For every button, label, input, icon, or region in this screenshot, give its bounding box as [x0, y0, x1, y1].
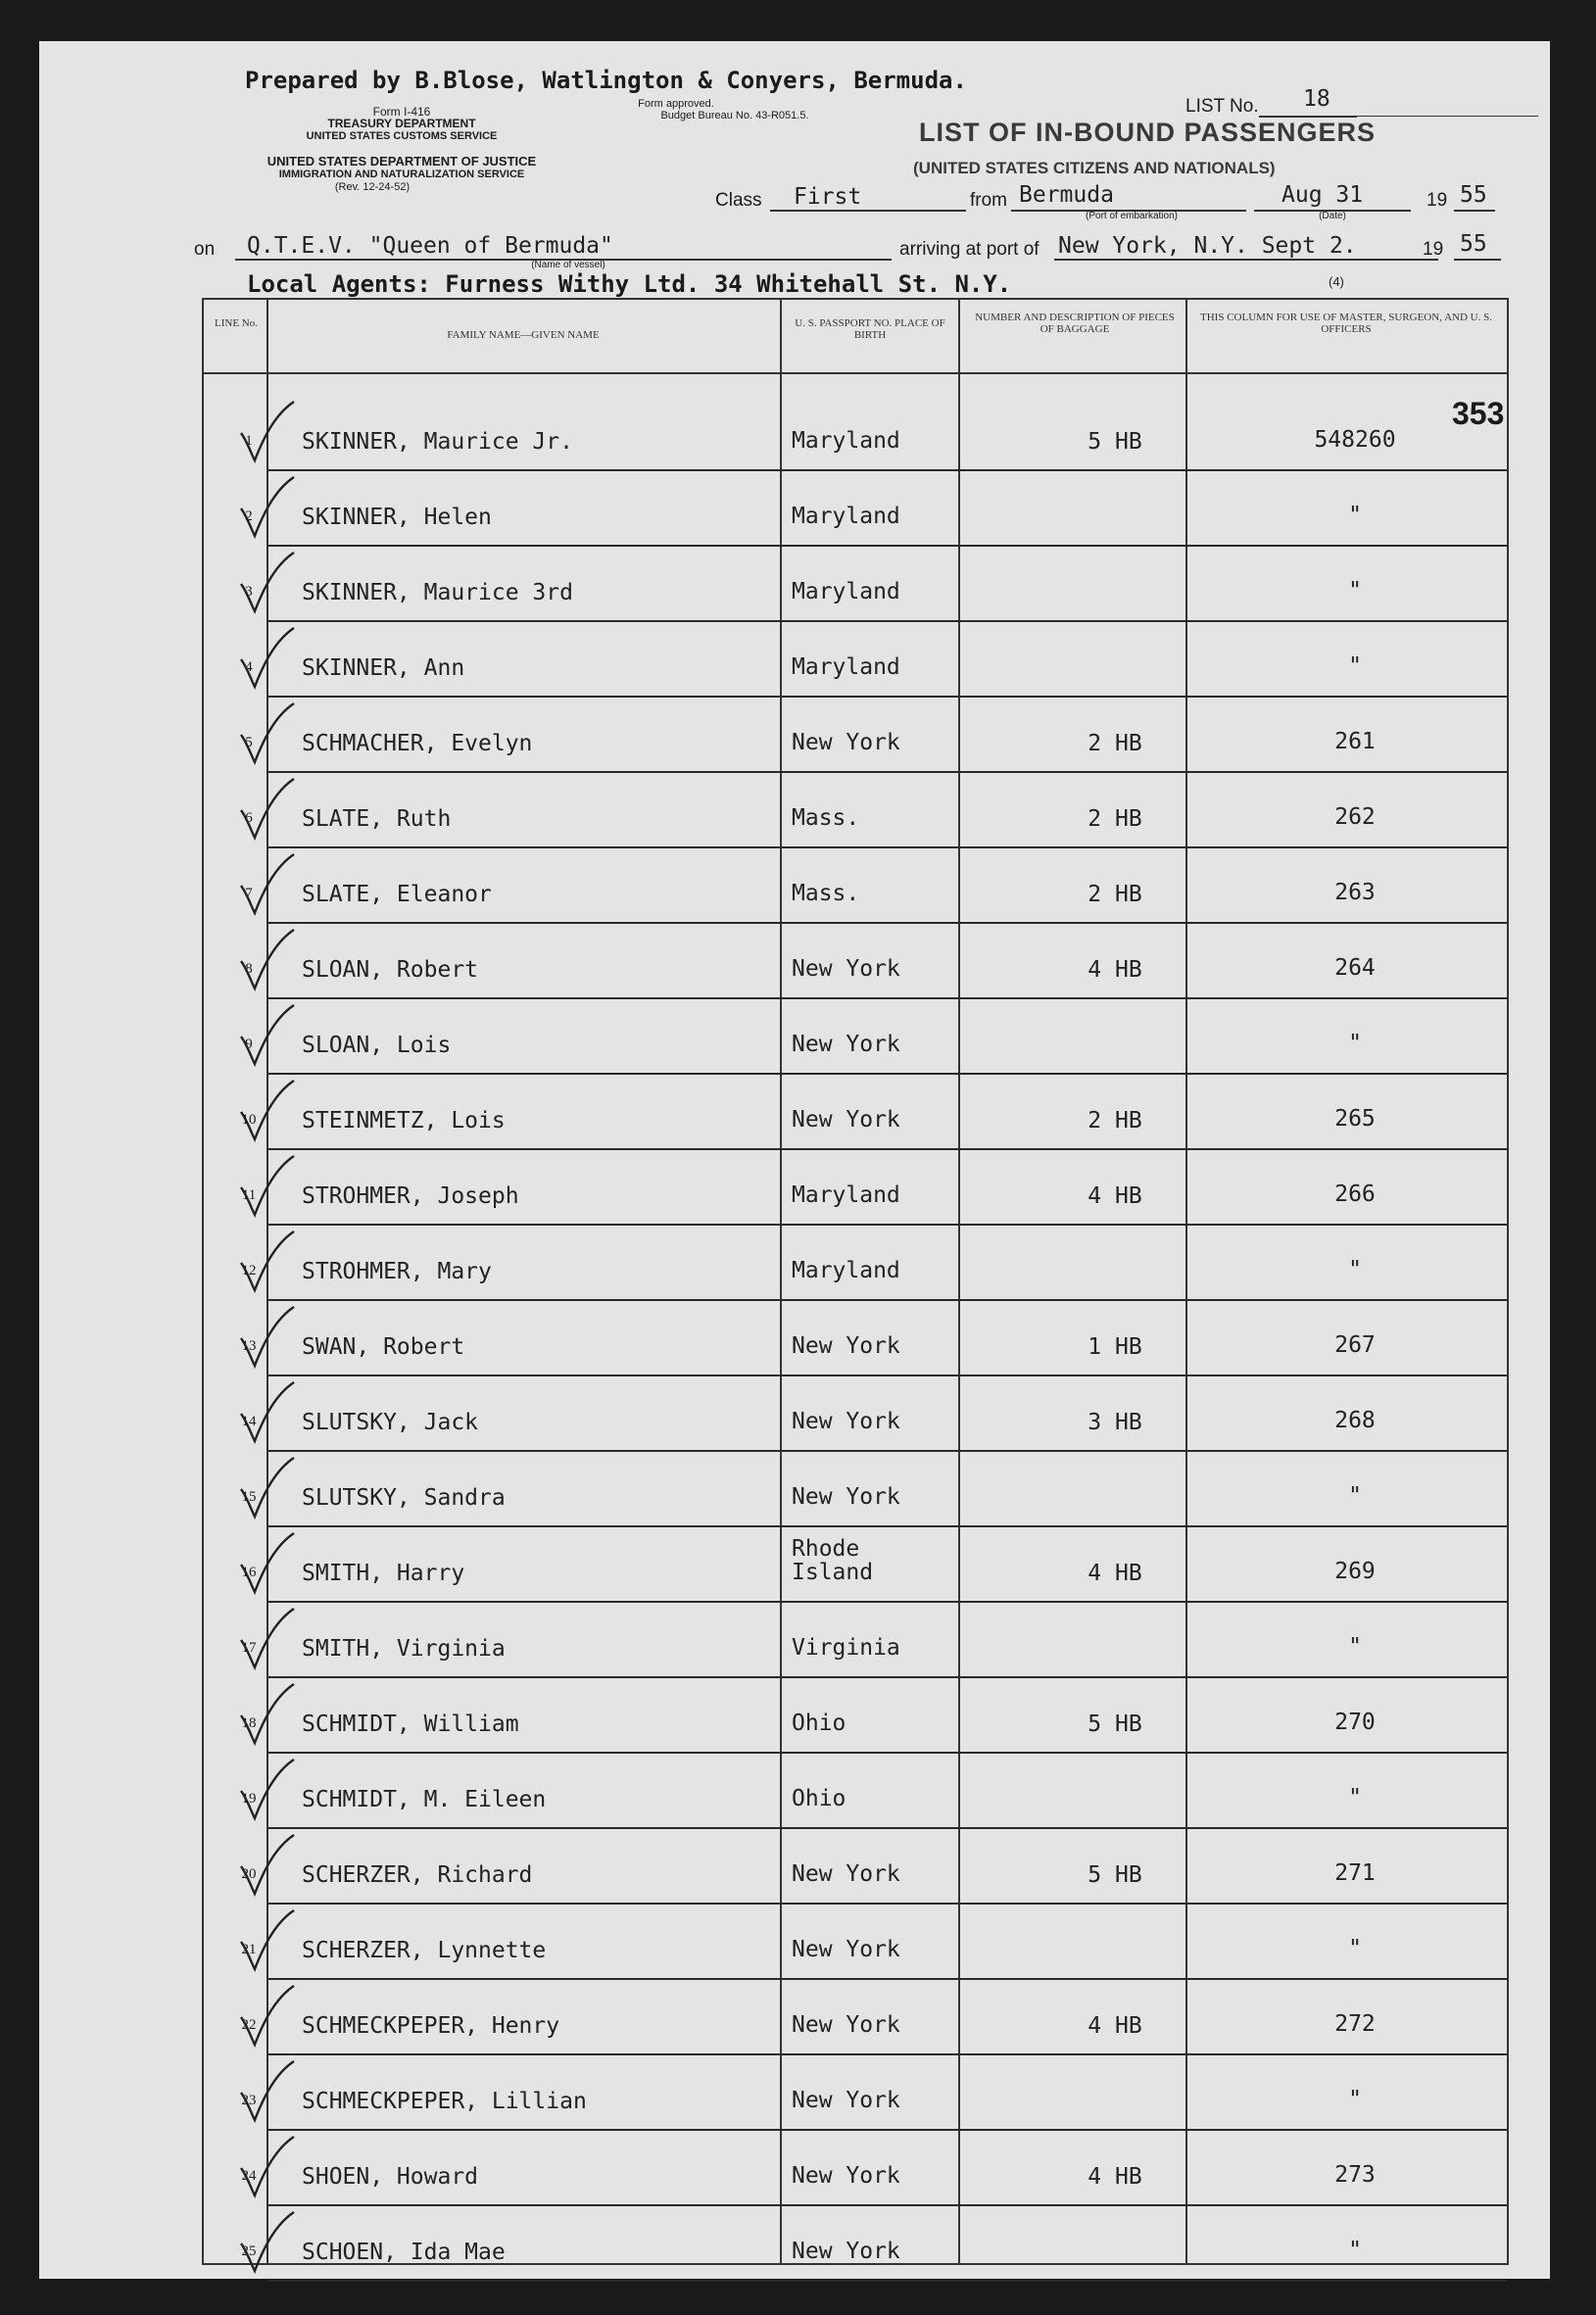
checkmark-icon: [237, 852, 296, 921]
table-row: [204, 1376, 1507, 1452]
officer-number: 264: [1334, 955, 1376, 981]
list-title: LIST OF IN-BOUND PASSENGERS: [919, 118, 1377, 147]
checkmark-icon: [237, 626, 296, 695]
passenger-table: [202, 298, 1509, 2265]
officer-number: ": [1348, 1634, 1362, 1660]
line-number: 25: [241, 2243, 257, 2259]
line-number: 17: [241, 1640, 257, 1656]
embarkation-caption: (Port of embarkation): [1086, 211, 1178, 221]
officer-number: ": [1348, 653, 1362, 679]
baggage-count: 5 HB: [1088, 429, 1142, 455]
passenger-name: SMITH, Virginia: [302, 1636, 506, 1662]
table-row: [204, 396, 1507, 471]
table-row: [204, 1301, 1507, 1376]
passenger-name: SLOAN, Robert: [302, 957, 479, 983]
table-row: [204, 1754, 1507, 1829]
from-value: Bermuda: [1019, 182, 1114, 208]
line-number: 9: [245, 1037, 253, 1052]
passenger-name: SCHMECKPEPER, Lillian: [302, 2089, 587, 2114]
line-number: 6: [245, 810, 253, 826]
officer-number: 267: [1334, 1332, 1376, 1358]
place-of-birth: Ohio: [792, 1786, 846, 1811]
passenger-name: SCHOEN, Ida Mae: [302, 2240, 506, 2265]
year-suffix: 55: [1460, 182, 1487, 208]
officer-number: 265: [1334, 1106, 1376, 1132]
baggage-count: 1 HB: [1088, 1334, 1142, 1360]
checkmark-icon: [237, 1984, 296, 2052]
line-number: 20: [241, 1866, 257, 1882]
line-number: 19: [241, 1791, 257, 1807]
col-header-officers: THIS COLUMN FOR USE OF MASTER, SURGEON, AND U. S. OFFICERS: [1200, 312, 1492, 335]
place-of-birth: Ohio: [792, 1711, 846, 1736]
checkmark-icon: [237, 1305, 296, 1374]
officer-number: 272: [1334, 2011, 1376, 2037]
customs-service: UNITED STATES CUSTOMS SERVICE: [306, 130, 498, 142]
table-row: [204, 2131, 1507, 2206]
column-mark: (4): [1329, 274, 1344, 289]
officer-number: 269: [1334, 1559, 1376, 1584]
place-of-birth: New York: [792, 956, 900, 982]
officer-number: ": [1348, 503, 1362, 528]
passenger-name: STEINMETZ, Lois: [302, 1108, 506, 1133]
date-caption: (Date): [1319, 211, 1346, 221]
baggage-count: 2 HB: [1088, 882, 1142, 907]
baggage-count: 5 HB: [1088, 1712, 1142, 1737]
passenger-name: SCHERZER, Richard: [302, 1862, 533, 1888]
table-row: [204, 2055, 1507, 2131]
passenger-name: SKINNER, Maurice Jr.: [302, 429, 573, 455]
passenger-name: SCHMIDT, William: [302, 1712, 519, 1737]
form-number: Form I-416: [372, 105, 431, 119]
table-row: [204, 622, 1507, 698]
revision: (Rev. 12-24-52): [334, 181, 411, 193]
line-number: 16: [241, 1565, 257, 1580]
officer-number: 263: [1334, 880, 1376, 905]
table-row: [204, 1150, 1507, 1226]
checkmark-icon: [237, 1380, 296, 1449]
local-agents: Local Agents: Furness Withy Ltd. 34 Whitehall St. N.Y.: [247, 270, 1012, 298]
line-number: 7: [245, 886, 253, 901]
line-number: 10: [241, 1112, 257, 1128]
checkmark-icon: [237, 1456, 296, 1524]
baggage-count: 2 HB: [1088, 806, 1142, 832]
passenger-name: SLATE, Eleanor: [302, 882, 492, 907]
place-of-birth: New York: [792, 2163, 900, 2189]
passenger-name: SLOAN, Lois: [302, 1033, 452, 1058]
checkmark-icon: [237, 2135, 296, 2203]
manifest-page: [39, 41, 1550, 2279]
line-number: 24: [241, 2168, 257, 2184]
place-of-birth: Mass.: [792, 881, 860, 906]
list-no-label: LIST No.: [1185, 96, 1259, 117]
ins-service: IMMIGRATION AND NATURALIZATION SERVICE: [278, 169, 525, 180]
passenger-name: SKINNER, Maurice 3rd: [302, 580, 573, 605]
place-of-birth: Maryland: [792, 428, 900, 454]
baggage-count: 4 HB: [1088, 2164, 1142, 2190]
table-row: [204, 773, 1507, 848]
checkmark-icon: [237, 1758, 296, 1826]
vessel-name: Q.T.E.V. "Queen of Bermuda": [247, 233, 613, 259]
officer-number: ": [1348, 578, 1362, 603]
checkmark-icon: [237, 1908, 296, 1977]
passenger-name: SCHMIDT, M. Eileen: [302, 1787, 547, 1812]
passenger-name: SKINNER, Ann: [302, 655, 465, 681]
officer-number: ": [1348, 1031, 1362, 1056]
place-of-birth: Maryland: [792, 504, 900, 529]
line-number: 12: [241, 1263, 257, 1278]
line-number: 18: [241, 1715, 257, 1731]
table-row: [204, 1452, 1507, 1527]
line-number: 2: [245, 508, 253, 524]
col-header-name: FAMILY NAME—GIVEN NAME: [447, 329, 600, 341]
place-of-birth: New York: [792, 1409, 900, 1434]
officer-number: 271: [1334, 1860, 1376, 1886]
table-row: [204, 1829, 1507, 1905]
officer-number: 270: [1334, 1710, 1376, 1735]
officer-number: 262: [1334, 804, 1376, 830]
baggage-count: 4 HB: [1088, 2013, 1142, 2039]
arrival-port: New York, N.Y. Sept 2.: [1058, 233, 1357, 259]
baggage-count: 3 HB: [1088, 1410, 1142, 1435]
baggage-count: 4 HB: [1088, 957, 1142, 983]
baggage-count: 4 HB: [1088, 1183, 1142, 1209]
line-number: 21: [241, 1942, 257, 1957]
checkmark-icon: [237, 551, 296, 619]
place-of-birth: New York: [792, 1333, 900, 1359]
passenger-name: STROHMER, Joseph: [302, 1183, 519, 1209]
line-number: 15: [241, 1489, 257, 1505]
checkmark-icon: [237, 1833, 296, 1902]
officer-number: ": [1348, 1257, 1362, 1282]
line-number: 4: [245, 659, 253, 675]
table-row: [204, 999, 1507, 1075]
checkmark-icon: [237, 1230, 296, 1298]
prepared-by: Prepared by B.Blose, Watlington & Conyers, Bermuda.: [245, 67, 967, 94]
table-row: [204, 1226, 1507, 1301]
baggage-count: 2 HB: [1088, 731, 1142, 756]
class-label: Class: [715, 190, 762, 211]
form-approved: Form approved.: [638, 98, 714, 110]
baggage-count: 5 HB: [1088, 1862, 1142, 1888]
table-row: [204, 1527, 1507, 1603]
place-of-birth: Maryland: [792, 1182, 900, 1208]
checkmark-icon: [237, 400, 296, 468]
line-number: 5: [245, 735, 253, 750]
checkmark-icon: [237, 1607, 296, 1675]
table-row: [204, 698, 1507, 773]
arrival-year-prefix: 19: [1423, 239, 1444, 260]
place-of-birth: Maryland: [792, 579, 900, 604]
passenger-name: SCHERZER, Lynnette: [302, 1938, 547, 1963]
officer-number: 261: [1334, 729, 1376, 754]
officer-number: 548260: [1314, 427, 1396, 453]
table-row: [204, 1603, 1507, 1678]
place-of-birth: Mass.: [792, 805, 860, 831]
departure-date: Aug 31: [1282, 182, 1364, 208]
checkmark-icon: [237, 928, 296, 996]
line-number: 11: [241, 1187, 257, 1203]
checkmark-icon: [237, 2059, 296, 2128]
officer-number: 266: [1334, 1182, 1376, 1207]
table-row: [204, 1678, 1507, 1754]
col-header-baggage: NUMBER AND DESCRIPTION OF PIECES OF BAGGAGE: [975, 312, 1175, 335]
place-of-birth: New York: [792, 730, 900, 755]
page-number: 353: [1452, 396, 1505, 431]
place-of-birth: Maryland: [792, 654, 900, 680]
checkmark-icon: [237, 1079, 296, 1147]
checkmark-icon: [237, 1003, 296, 1072]
line-number: 3: [245, 584, 253, 600]
place-of-birth: New York: [792, 2239, 900, 2264]
passenger-name: SCHMACHER, Evelyn: [302, 731, 533, 756]
arrival-year-suffix: 55: [1460, 231, 1487, 257]
passenger-name: SLUTSKY, Jack: [302, 1410, 479, 1435]
officer-number: ": [1348, 2238, 1362, 2263]
checkmark-icon: [237, 2210, 296, 2279]
table-row: [204, 1905, 1507, 1980]
passenger-name: SCHMECKPEPER, Henry: [302, 2013, 560, 2039]
passenger-name: SHOEN, Howard: [302, 2164, 479, 2190]
justice-dept: UNITED STATES DEPARTMENT OF JUSTICE: [266, 154, 537, 169]
year-prefix: 19: [1427, 190, 1448, 211]
class-value: First: [794, 184, 862, 210]
line-number: 13: [241, 1338, 257, 1354]
table-row: [204, 1980, 1507, 2055]
vessel-caption: (Name of vessel): [531, 260, 605, 270]
line-number: 8: [245, 961, 253, 977]
passenger-name: SLATE, Ruth: [302, 806, 452, 832]
checkmark-icon: [237, 701, 296, 770]
table-row: [204, 848, 1507, 924]
officer-number: ": [1348, 1785, 1362, 1810]
passenger-name: STROHMER, Mary: [302, 1259, 492, 1284]
col-header-line: LINE No.: [215, 317, 258, 329]
passenger-name: SLUTSKY, Sandra: [302, 1485, 506, 1511]
table-row: [204, 471, 1507, 547]
passenger-name: SWAN, Robert: [302, 1334, 465, 1360]
table-row: [204, 2206, 1507, 2282]
list-subtitle: (UNITED STATES CITIZENS AND NATIONALS): [913, 159, 1276, 177]
arriving-label: arriving at port of: [899, 239, 1040, 260]
table-row: [204, 1075, 1507, 1150]
place-of-birth: Maryland: [792, 1258, 900, 1283]
place-of-birth: New York: [792, 1937, 900, 1962]
place-of-birth: New York: [792, 1484, 900, 1510]
officer-number: 273: [1334, 2162, 1376, 2188]
checkmark-icon: [237, 1531, 296, 1600]
passenger-name: SKINNER, Helen: [302, 505, 492, 530]
table-row: [204, 547, 1507, 622]
from-label: from: [970, 190, 1007, 211]
place-of-birth: Rhode Island: [792, 1536, 874, 1585]
checkmark-icon: [237, 1154, 296, 1223]
on-label: on: [194, 239, 216, 260]
treasury-dept: TREASURY DEPARTMENT: [327, 117, 476, 130]
col-header-passport: U. S. PASSPORT NO. PLACE OF BIRTH: [795, 317, 945, 341]
place-of-birth: New York: [792, 2088, 900, 2113]
passenger-name: SMITH, Harry: [302, 1561, 465, 1586]
officer-number: ": [1348, 1936, 1362, 1961]
place-of-birth: New York: [792, 1032, 900, 1057]
place-of-birth: Virginia: [792, 1635, 900, 1661]
list-no-value: 18: [1303, 86, 1330, 112]
officer-number: 268: [1334, 1408, 1376, 1433]
baggage-count: 2 HB: [1088, 1108, 1142, 1133]
row-rule: [268, 2280, 1507, 2282]
place-of-birth: New York: [792, 1861, 900, 1887]
officer-number: ": [1348, 1483, 1362, 1509]
line-number: 14: [241, 1414, 257, 1429]
place-of-birth: New York: [792, 1107, 900, 1133]
line-number: 23: [241, 2093, 257, 2108]
baggage-count: 4 HB: [1088, 1561, 1142, 1586]
table-row: [204, 924, 1507, 999]
place-of-birth: New York: [792, 2012, 900, 2038]
budget-bureau: Budget Bureau No. 43-R051.5.: [660, 110, 809, 121]
checkmark-icon: [237, 777, 296, 845]
officer-number: ": [1348, 2087, 1362, 2112]
line-number: 1: [245, 433, 253, 449]
checkmark-icon: [237, 1682, 296, 1751]
checkmark-icon: [237, 475, 296, 544]
line-number: 22: [241, 2017, 257, 2033]
